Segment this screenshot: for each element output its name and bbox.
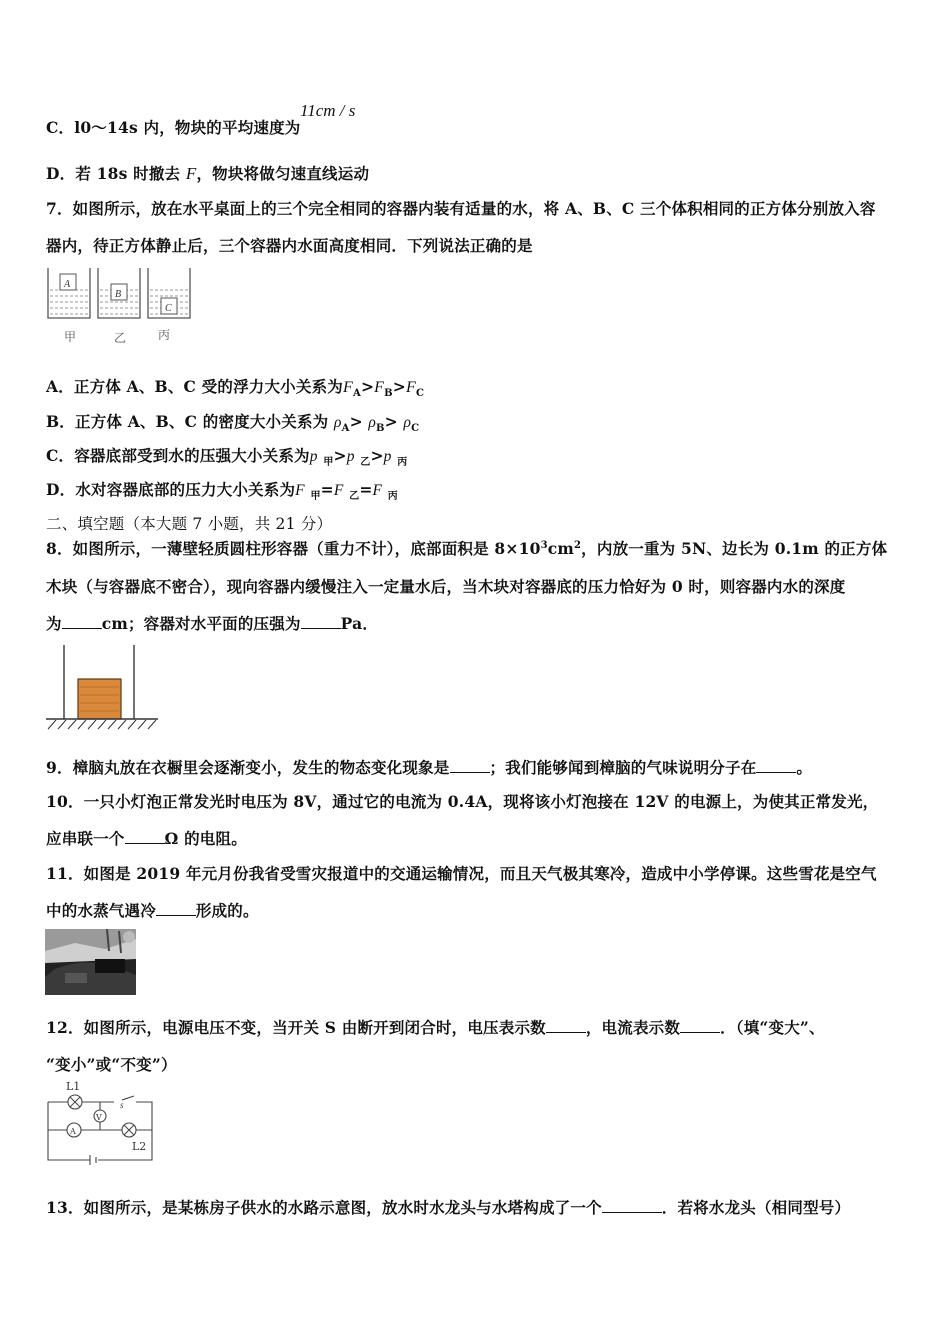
snow-traffic-photo (45, 929, 136, 995)
cube-c-label: C (165, 303, 172, 314)
three-containers-figure (44, 264, 194, 346)
q8-line3: 为 cm；容器对水平面的压强为 Pa． (46, 614, 379, 633)
wood-block-container-figure (44, 645, 162, 731)
q11-line1: 11．如图是 2019 年元月份我省受雪灾报道中的交通运输情况，而且天气极其寒冷，造成中小学停课。这些雪花是空气 (46, 864, 877, 883)
answer-blank[interactable] (680, 1018, 720, 1033)
q12-line1: 12．如图所示，电源电压不变，当开关 S 由断开到闭合时，电压表示数 ，电流表示数 ．（填“变大”、 (46, 1018, 825, 1037)
option-c-q6: C．l0～14s 内，物块的平均速度为 (46, 118, 301, 137)
q8-line2: 木块（与容器底不密合），现向容器内缓慢注入一定量水后，当木块对容器底的压力恰好为 0 时，则容器内水的深度 (46, 577, 846, 596)
q9-line: 9．樟脑丸放在衣橱里会逐渐变小，发生的物态变化现象是 ；我们能够闻到樟脑的气味说明分子在 。 (46, 758, 813, 777)
option-d-q6: D．若 18s 时撤去 F，物块将做匀速直线运动 (46, 164, 370, 183)
option-d-q7: D．水对容器底部的压力大小关系为F $_甲$=F $_乙$=F $_丙$ (46, 480, 398, 503)
label-a: A (70, 1127, 76, 1136)
wood-block (78, 679, 121, 719)
option-a-q7: A．正方体 A、B、C 受的浮力大小关系为$F_A>F_B>F_C$ (46, 377, 425, 400)
q7-stem-line1: 7．如图所示，放在水平桌面上的三个完全相同的容器内装有适量的水，将 A、B、C 三个体积相同的正方体分别放入容 (46, 199, 876, 218)
answer-blank[interactable] (62, 614, 102, 629)
container-label-bing: 丙 (158, 328, 171, 342)
label-l1: L1 (66, 1080, 81, 1093)
answer-blank[interactable] (602, 1198, 662, 1213)
section-heading: 二、填空题（本大题 7 小题，共 21 分） (46, 515, 333, 533)
velocity-formula: 11cm / s (300, 101, 356, 120)
cube-b-label: B (115, 289, 122, 300)
q10-line2: 应串联一个 Ω 的电阻。 (46, 829, 247, 848)
option-b-q7: B．正方体 A、B、C 的密度大小关系为 $\rho_A> \rho_B> \rho_C$ (46, 412, 420, 435)
q10-line1: 10．一只小灯泡正常发光时电压为 8V，通过它的电流为 0.4A，现将该小灯泡接在 12V 的电源上，为使其正常发光， (46, 792, 879, 811)
answer-blank[interactable] (301, 614, 341, 629)
label-l2: L2 (132, 1140, 147, 1153)
answer-blank[interactable] (756, 758, 796, 773)
q12-line2: “变小”或“不变”） (46, 1055, 177, 1074)
cube-a-label: A (64, 279, 71, 290)
answer-blank[interactable] (156, 901, 196, 916)
container-label-jia: 甲 (64, 330, 77, 344)
container-label-yi: 乙 (114, 331, 127, 345)
option-c-q7: C．容器底部受到水的压强大小关系为p $_甲$>p $_乙$>p $_丙$ (46, 446, 408, 469)
label-s: s (120, 1100, 124, 1110)
answer-blank[interactable] (546, 1018, 586, 1033)
circuit-diagram (44, 1080, 156, 1166)
q11-line2: 中的水蒸气遇冷 形成的。 (46, 901, 259, 920)
answer-blank[interactable] (450, 758, 490, 773)
answer-blank[interactable] (125, 829, 165, 844)
label-v: V (96, 1113, 102, 1122)
q8-line1: 8．如图所示，一薄壁轻质圆柱形容器（重力不计），底部面积是 $8\times 10^3cm^2$，内放一重为 5N、边长为 0.1m 的正方体 (46, 539, 888, 558)
q7-stem-line2: 器内，待正方体静止后，三个容器内水面高度相同．下列说法正确的是 (46, 236, 533, 255)
q13-line: 13．如图所示，是某栋房子供水的水路示意图，放水时水龙头与水塔构成了一个 ．若将水龙头（相同型号） (46, 1198, 851, 1217)
